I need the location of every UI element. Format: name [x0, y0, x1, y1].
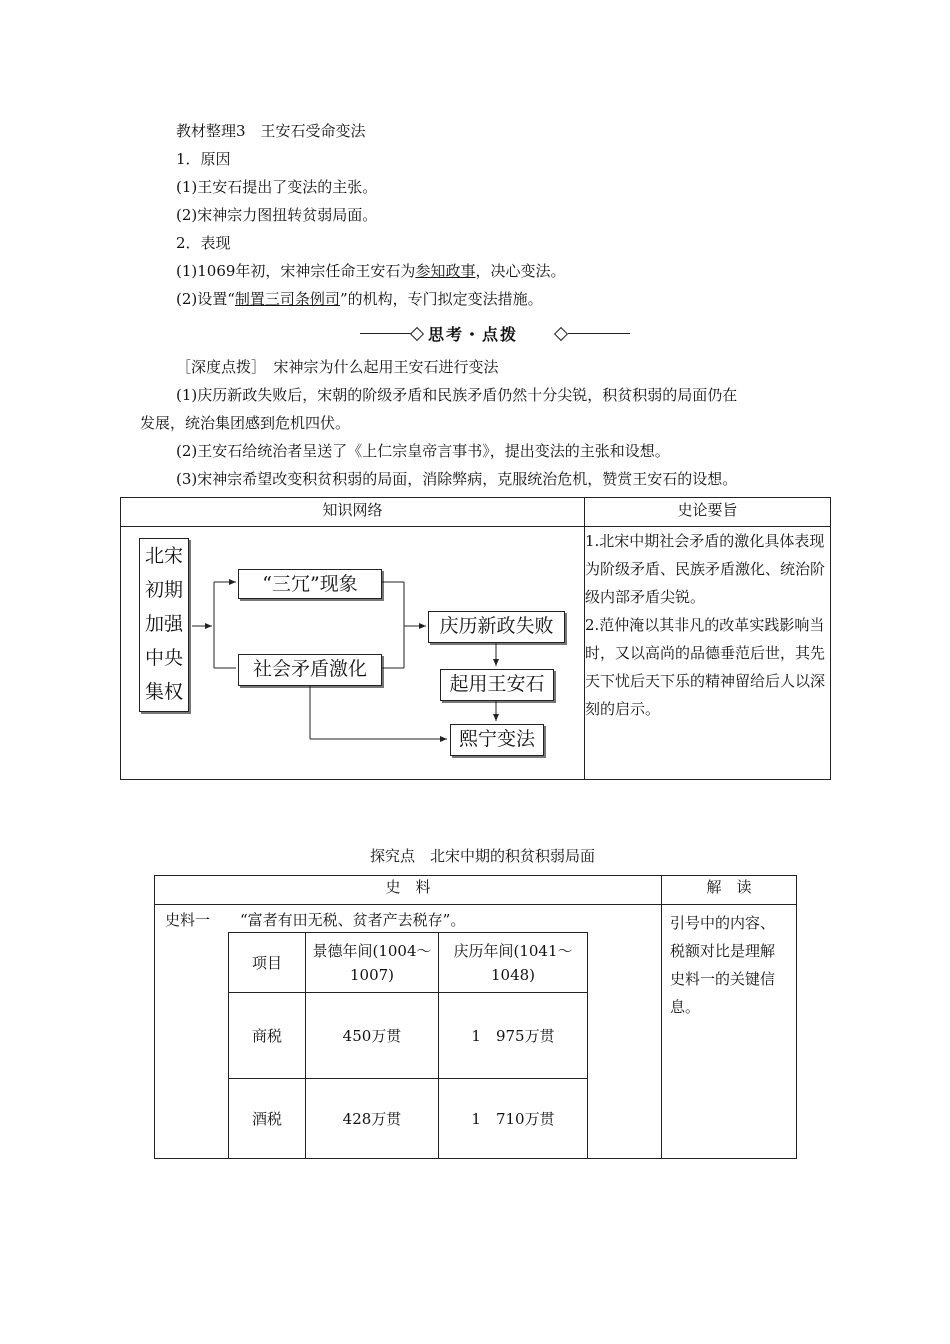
answer-2: (2)王安石给统治者呈送了《上仁宗皇帝言事书》，提出变法的主张和设想。	[176, 442, 670, 460]
tax-cell: 1 975万贯	[439, 993, 588, 1079]
underlined-term: 参知政事	[415, 262, 476, 280]
box-social-conflict: 社会矛盾激化	[238, 654, 382, 686]
tax-cell: 450万贯	[306, 993, 439, 1079]
point-1: 1.北宋中期社会矛盾的激化具体表现为阶级矛盾、民族矛盾激化、统治阶级内部矛盾尖锐。	[585, 532, 826, 606]
source-label: 史料一	[165, 911, 211, 929]
box-wang-anshi: 起用王安石	[440, 669, 554, 701]
answer-3: (3)宋神宗希望改变积贫积弱的局面，消除弊病，克服统治危机，赞赏王安石的设想。	[176, 470, 738, 488]
think-question: ［深度点拨］ 宋神宗为什么起用王安石进行变法	[176, 358, 499, 376]
tax-row-label: 酒税	[229, 1079, 306, 1159]
col-historical-points: 史论要旨	[585, 498, 831, 527]
box-northern-song: 北宋 初期 加强 中央 集权	[139, 538, 189, 712]
tax-header-jingde: 景德年间(1004～1007)	[306, 933, 439, 993]
heading-performance: 2．表现	[176, 234, 231, 252]
reason-2: (2)宋神宗力图扭转贫弱局面。	[176, 206, 378, 224]
col-reading: 解 读	[662, 876, 797, 905]
tax-header-item: 项目	[229, 933, 306, 993]
section-title: 教材整理3 王安石受命变法	[176, 122, 366, 140]
box-sanrong: “三冗”现象	[238, 569, 382, 599]
tax-cell: 428万贯	[306, 1079, 439, 1159]
explore-title: 探究点 北宋中期的积贫积弱局面	[370, 847, 596, 865]
box-xining: 熙宁变法	[450, 724, 544, 756]
heading-reasons: 1．原因	[176, 150, 231, 168]
underlined-term: 制置三司条例司	[234, 290, 340, 308]
tax-cell: 1 710万贯	[439, 1079, 588, 1159]
point-2: 2.范仲淹以其非凡的改革实践影响当时，又以高尚的品德垂范后世，其先天下忧后天下乐的精神留给后人以深刻的启示。	[585, 616, 826, 718]
answer-1b: 发展，统治集团感到危机四伏。	[140, 414, 351, 432]
reason-1: (1)王安石提出了变法的主张。	[176, 178, 378, 196]
performance-2: (2)设置“制置三司条例司”的机构，专门拟定变法措施。	[176, 290, 543, 308]
source-quote: “富者有田无税、贫者产去税存”。	[240, 911, 466, 929]
performance-1: (1)1069年初，宋神宗任命王安石为参知政事，决心变法。	[176, 262, 566, 280]
reading-cell: 引号中的内容、税额对比是理解史料一的关键信息。	[662, 905, 797, 1159]
think-title: 思考・点拨	[428, 325, 519, 344]
tax-row-label: 商税	[229, 993, 306, 1079]
tax-header-qingli: 庆历年间(1041～1048)	[439, 933, 588, 993]
col-source: 史 料	[155, 876, 662, 905]
col-knowledge-network: 知识网络	[121, 498, 585, 527]
box-qingli: 庆历新政失败	[428, 611, 565, 643]
answer-1a: (1)庆历新政失败后，宋朝的阶级矛盾和民族矛盾仍然十分尖锐，积贫积弱的局面仍在	[176, 386, 738, 404]
tax-table	[228, 932, 588, 1159]
